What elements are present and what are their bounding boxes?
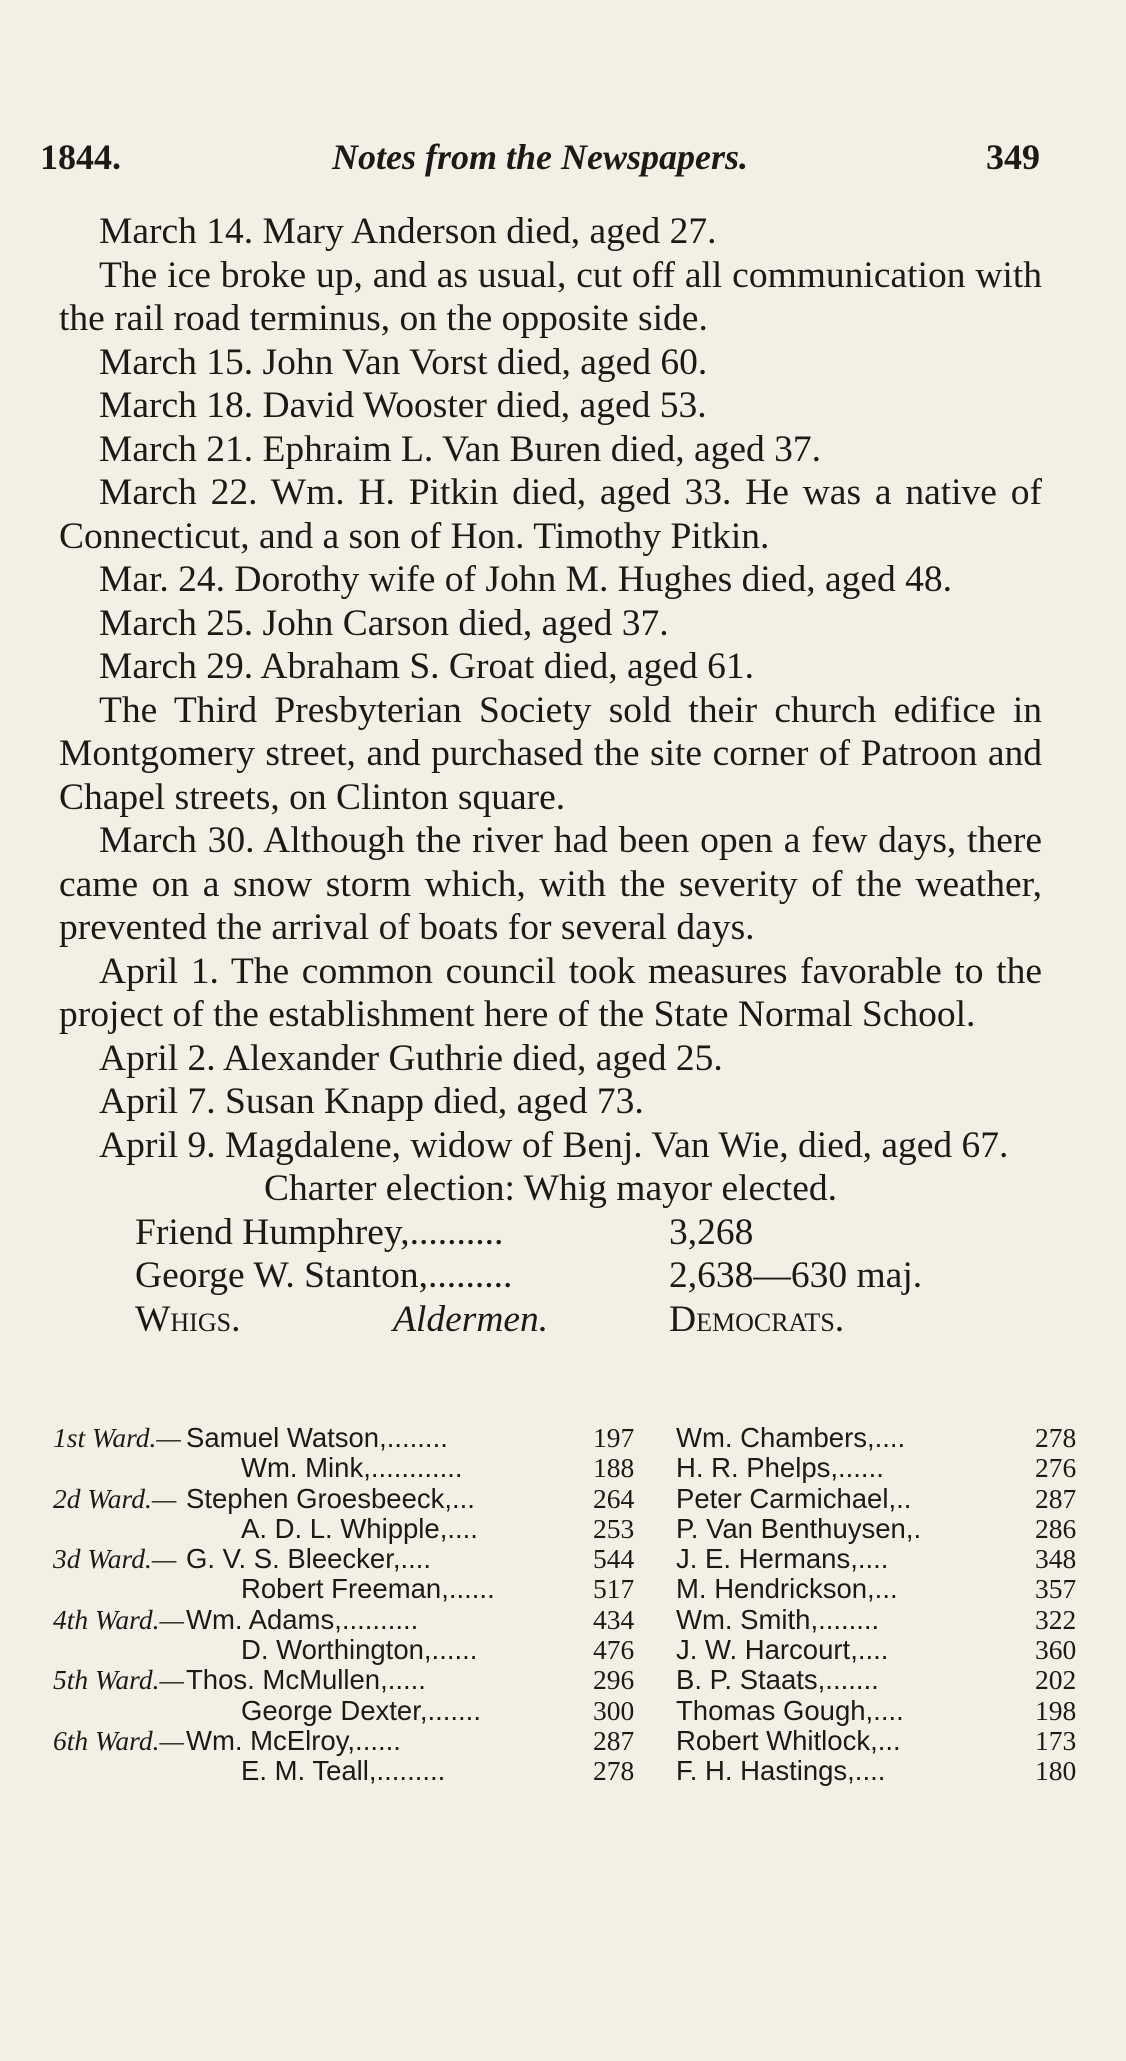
table-row <box>53 1573 1077 1605</box>
democrat-vote-count: 357 <box>1035 1573 1077 1605</box>
whig-vote-count: 476 <box>593 1634 635 1666</box>
democrat-candidate: Wm. Smith,........ <box>676 1603 880 1635</box>
entry-paragraph: March 25. John Carson died, aged 37. <box>99 602 669 644</box>
entry-paragraph: Mar. 24. Dorothy wife of John M. Hughes died, aged 48. <box>99 559 952 600</box>
whig-vote-count: 188 <box>593 1452 635 1484</box>
mayor-vote-count: 3,268 <box>669 1211 754 1253</box>
entry-paragraph: March 22. Wm. H. Pitkin died, aged 33. He was a native of Connecticut, and a son of Hon. Timothy Pitkin. <box>59 472 1042 557</box>
entry-paragraph: March 21. Ephraim L. Van Buren died, aged 37. <box>99 428 822 470</box>
running-head-title: Notes from the Newspapers. <box>332 137 748 177</box>
ward-label: 1st Ward.— <box>53 1422 181 1453</box>
body-text <box>59 210 1042 1341</box>
whig-candidate: Wm. McElroy,...... <box>186 1724 401 1756</box>
whig-candidate: E. M. Teall,......... <box>241 1755 446 1787</box>
democrat-vote-count: 180 <box>1035 1755 1077 1787</box>
mayor-candidate: Friend Humphrey,.......... <box>135 1211 504 1253</box>
page-number: 349 <box>986 137 1040 177</box>
democrat-vote-count: 276 <box>1035 1452 1077 1484</box>
table-row <box>53 1422 1077 1453</box>
ward-label: 3d Ward.— <box>53 1543 177 1575</box>
democrat-candidate: F. H. Hastings,.... <box>676 1755 886 1787</box>
mayor-vote-count: 2,638—630 maj. <box>669 1255 923 1296</box>
whig-candidate: A. D. L. Whipple,.... <box>241 1512 478 1544</box>
democrat-vote-count: 202 <box>1035 1664 1077 1696</box>
whig-candidate: Robert Freeman,...... <box>241 1573 495 1605</box>
whig-candidate: Thos. McMullen,..... <box>186 1664 426 1696</box>
democrats-header: Democrats. <box>669 1298 845 1340</box>
table-row <box>53 1512 1077 1544</box>
ward-label: 5th Ward.— <box>53 1664 184 1696</box>
whig-vote-count: 434 <box>593 1603 635 1635</box>
table-row <box>53 1694 1077 1726</box>
democrat-candidate: Robert Whitlock,... <box>676 1724 901 1756</box>
mayor-vote-row <box>59 1211 1042 1255</box>
democrat-candidate: H. R. Phelps,...... <box>676 1452 884 1484</box>
whig-vote-count: 517 <box>593 1573 635 1605</box>
whig-vote-count: 197 <box>593 1422 635 1453</box>
aldermen-column-headers <box>59 1298 1042 1342</box>
whig-vote-count: 278 <box>593 1755 635 1787</box>
entry-paragraph: The ice broke up, and as usual, cut off all communication with the rail road terminus, on the opposite side. <box>59 254 1042 339</box>
democrat-candidate: J. W. Harcourt,.... <box>676 1634 889 1666</box>
entry-paragraph: April 7. Susan Knapp died, aged 73. <box>99 1081 644 1122</box>
table-row <box>53 1603 1077 1635</box>
ward-label: 6th Ward.— <box>53 1724 184 1756</box>
entry-paragraph: March 15. John Van Vorst died, aged 60. <box>99 341 708 383</box>
table-row <box>53 1634 1077 1666</box>
running-head <box>40 136 1040 184</box>
democrat-vote-count: 322 <box>1035 1603 1077 1635</box>
democrat-candidate: Thomas Gough,.... <box>676 1694 904 1726</box>
democrat-candidate: M. Hendrickson,... <box>676 1573 898 1605</box>
whigs-header: Whigs. <box>135 1298 241 1340</box>
democrat-candidate: J. E. Hermans,.... <box>676 1543 889 1575</box>
entry-paragraph: March 30. Although the river had been open a few days, there came on a snow storm which, with the severity of the weather, prevented the arrival of boats for several days. <box>59 820 1042 948</box>
table-row <box>53 1755 1077 1787</box>
aldermen-header: Aldermen. <box>393 1298 549 1340</box>
whig-vote-count: 264 <box>593 1482 635 1514</box>
whig-candidate: George Dexter,....... <box>241 1694 481 1726</box>
table-row <box>53 1724 1077 1756</box>
entry-paragraph: March 18. David Wooster died, aged 53. <box>99 385 707 426</box>
whig-candidate: Stephen Groesbeeck,... <box>186 1482 475 1514</box>
entry-paragraph: April 9. Magdalene, widow of Benj. Van Wie, died, aged 67. <box>99 1124 1009 1166</box>
whig-candidate: D. Worthington,...... <box>241 1634 478 1666</box>
aldermen-results-table <box>53 1422 1077 1787</box>
democrat-vote-count: 360 <box>1035 1634 1077 1666</box>
whig-vote-count: 544 <box>593 1543 635 1575</box>
democrat-vote-count: 198 <box>1035 1694 1077 1726</box>
democrat-vote-count: 286 <box>1035 1512 1077 1544</box>
whig-candidate: Wm. Mink,............ <box>241 1452 463 1484</box>
entry-paragraph: April 2. Alexander Guthrie died, aged 25. <box>99 1037 723 1079</box>
entry-paragraph: The Third Presbyterian Society sold their church edifice in Montgomery street, and purchased the site corner of Patroon and Chapel streets, on Clinton square. <box>59 689 1042 818</box>
whig-candidate: G. V. S. Bleecker,.... <box>186 1543 432 1575</box>
democrat-vote-count: 278 <box>1035 1422 1077 1453</box>
mayor-candidate: George W. Stanton,......... <box>135 1255 513 1296</box>
running-head-year: 1844. <box>40 137 121 177</box>
ward-label: 4th Ward.— <box>53 1603 184 1635</box>
entry-paragraph: March 14. Mary Anderson died, aged 27. <box>99 211 717 252</box>
mayor-vote-row <box>59 1254 1042 1298</box>
table-row <box>53 1664 1077 1696</box>
entry-paragraph: April 1. The common council took measures favorable to the project of the establishment here of the State Normal School. <box>59 950 1042 1035</box>
democrat-candidate: P. Van Benthuysen,. <box>676 1512 922 1544</box>
whig-vote-count: 300 <box>593 1694 635 1726</box>
democrat-candidate: Wm. Chambers,.... <box>676 1422 906 1453</box>
ward-label: 2d Ward.— <box>53 1482 177 1514</box>
table-row <box>53 1543 1077 1575</box>
table-row <box>53 1452 1077 1484</box>
democrat-vote-count: 287 <box>1035 1482 1077 1514</box>
whig-vote-count: 296 <box>593 1664 635 1696</box>
whig-candidate: Samuel Watson,........ <box>186 1422 448 1453</box>
whig-candidate: Wm. Adams,.......... <box>186 1603 419 1635</box>
whig-vote-count: 253 <box>593 1512 635 1544</box>
democrat-candidate: Peter Carmichael,.. <box>676 1482 912 1514</box>
democrat-candidate: B. P. Staats,....... <box>676 1664 879 1696</box>
democrat-vote-count: 348 <box>1035 1543 1077 1575</box>
election-heading: Charter election: Whig mayor elected. <box>263 1168 838 1209</box>
table-row <box>53 1482 1077 1514</box>
entry-paragraph: March 29. Abraham S. Groat died, aged 61. <box>99 646 755 687</box>
democrat-vote-count: 173 <box>1035 1724 1077 1756</box>
whig-vote-count: 287 <box>593 1724 635 1756</box>
